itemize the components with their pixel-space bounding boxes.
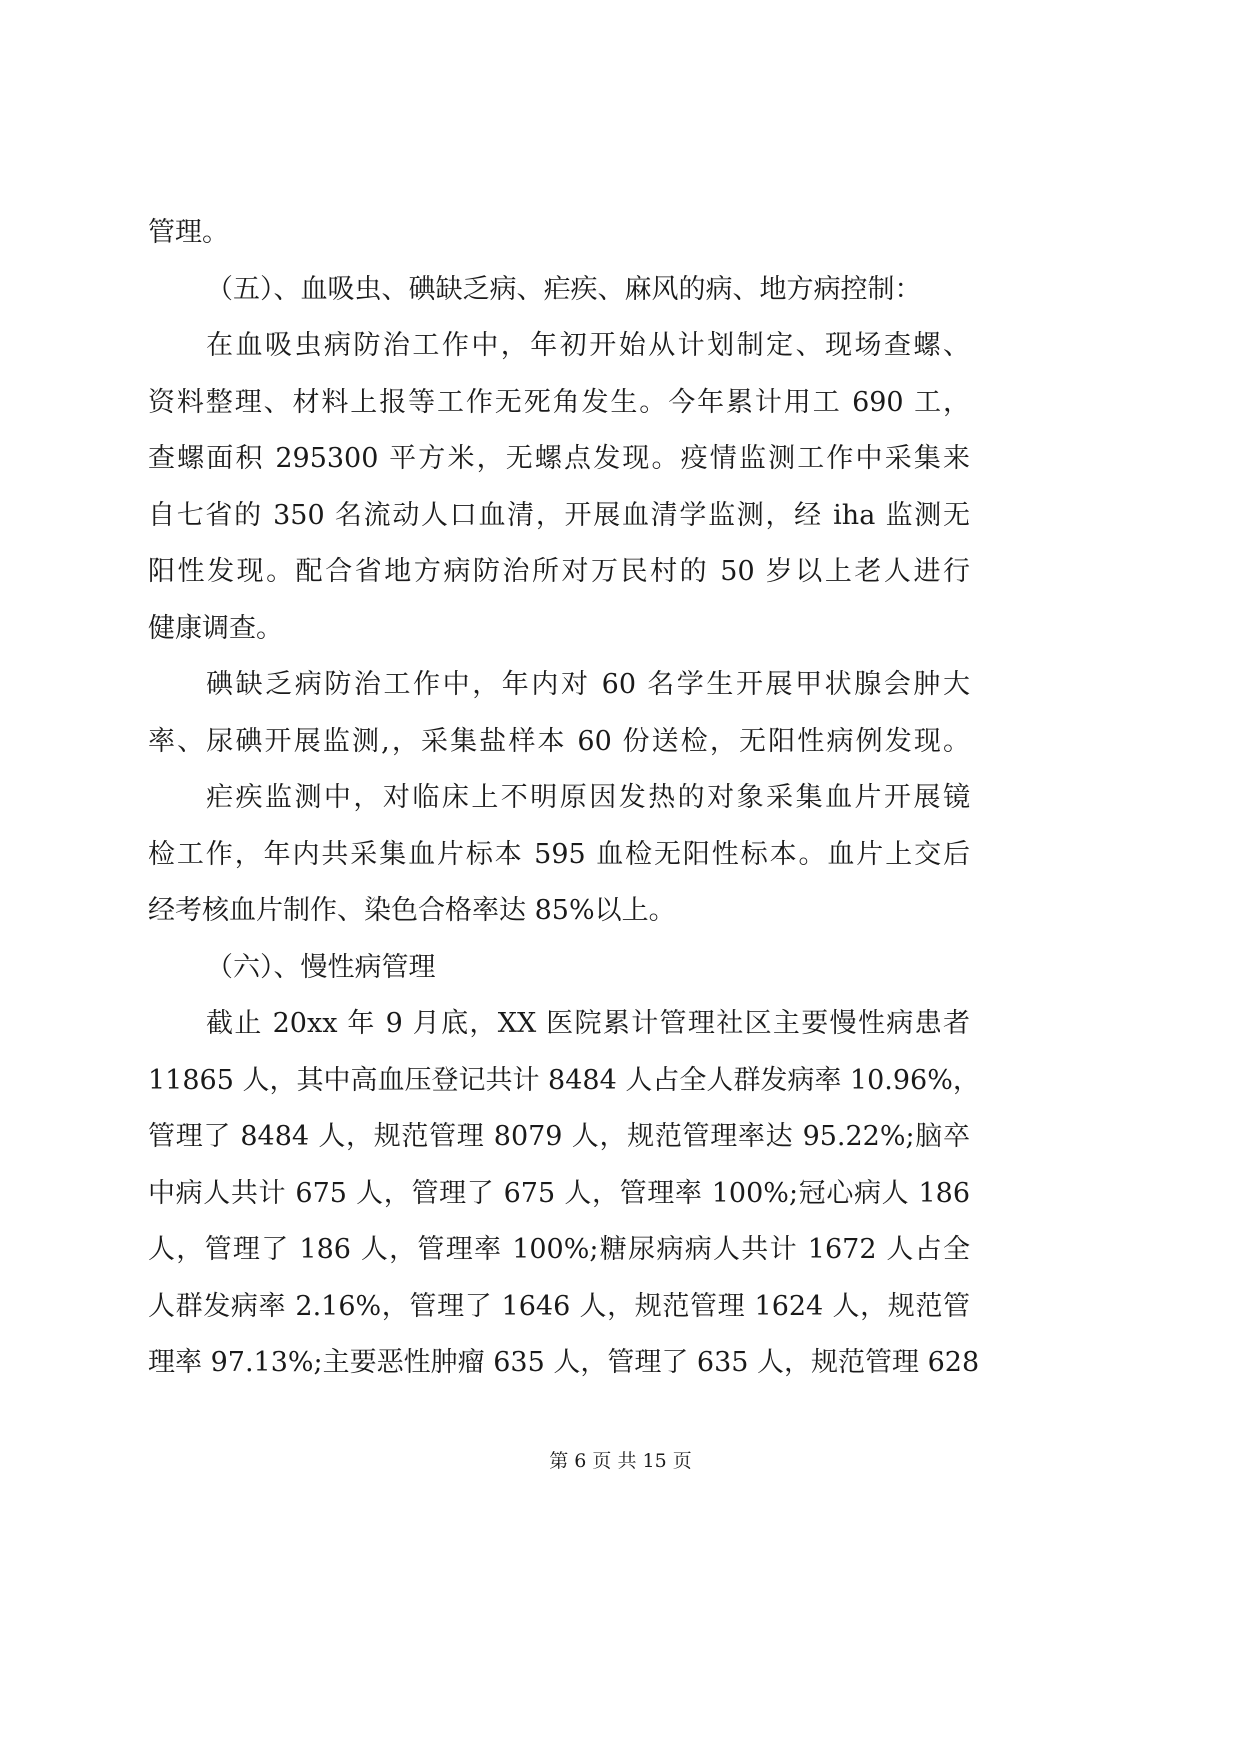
text-line: 查螺面积 295300 平方米，无螺点发现。疫情监测工作中采集来 <box>148 443 970 474</box>
text-line: 管理。 <box>148 217 229 248</box>
section-heading-6: （六）、慢性病管理 <box>206 951 436 983</box>
text-line: 理率 97.13%;主要恶性肿瘤 635 人，管理了 635 人，规范管理 628 <box>148 1347 980 1378</box>
text-line: 在血吸虫病防治工作中，年初开始从计划制定、现场查螺、 <box>206 330 970 361</box>
text-line: 截止 20xx 年 9 月底，XX 医院累计管理社区主要慢性病患者 <box>206 1008 970 1039</box>
text-line: 11865 人，其中高血压登记共计 8484 人占全人群发病率 10.96%， <box>148 1064 980 1096</box>
text-line: 人，管理了 186 人，管理率 100%;糖尿病病人共计 1672 人占全 <box>148 1234 970 1265</box>
text-line: 管理了 8484 人，规范管理 8079 人，规范管理率达 95.22%;脑卒 <box>148 1121 970 1152</box>
text-line: 疟疾监测中，对临床上不明原因发热的对象采集血片开展镜 <box>206 782 970 813</box>
text-line: 率、尿碘开展监测,，采集盐样本 60 份送检，无阳性病例发现。 <box>148 725 970 757</box>
document-body <box>148 205 980 1392</box>
text-line: 健康调查。 <box>148 612 283 644</box>
text-line: 资料整理、材料上报等工作无死角发生。今年累计用工 690 工， <box>148 386 970 418</box>
section-heading-5: （五）、血吸虫、碘缺乏病、疟疾、麻风的病、地方病控制： <box>206 273 922 305</box>
text-line: 自七省的 350 名流动人口血清，开展血清学监测，经 iha 监测无 <box>148 499 970 531</box>
text-line: 碘缺乏病防治工作中，年内对 60 名学生开展甲状腺会肿大 <box>206 669 970 700</box>
text-line: 人群发病率 2.16%，管理了 1646 人，规范管理 1624 人，规范管 <box>148 1290 970 1322</box>
text-line: 阳性发现。配合省地方病防治所对万民村的 50 岁以上老人进行 <box>148 556 970 587</box>
text-line: 检工作，年内共采集血片标本 595 血检无阳性标本。血片上交后 <box>148 838 970 870</box>
text-line: 中病人共计 675 人，管理了 675 人，管理率 100%;冠心病人 186 <box>148 1177 970 1209</box>
page-number: 第 6 页 共 15 页 <box>549 1450 692 1472</box>
text-line: 经考核血片制作、染色合格率达 85%以上。 <box>148 895 676 926</box>
